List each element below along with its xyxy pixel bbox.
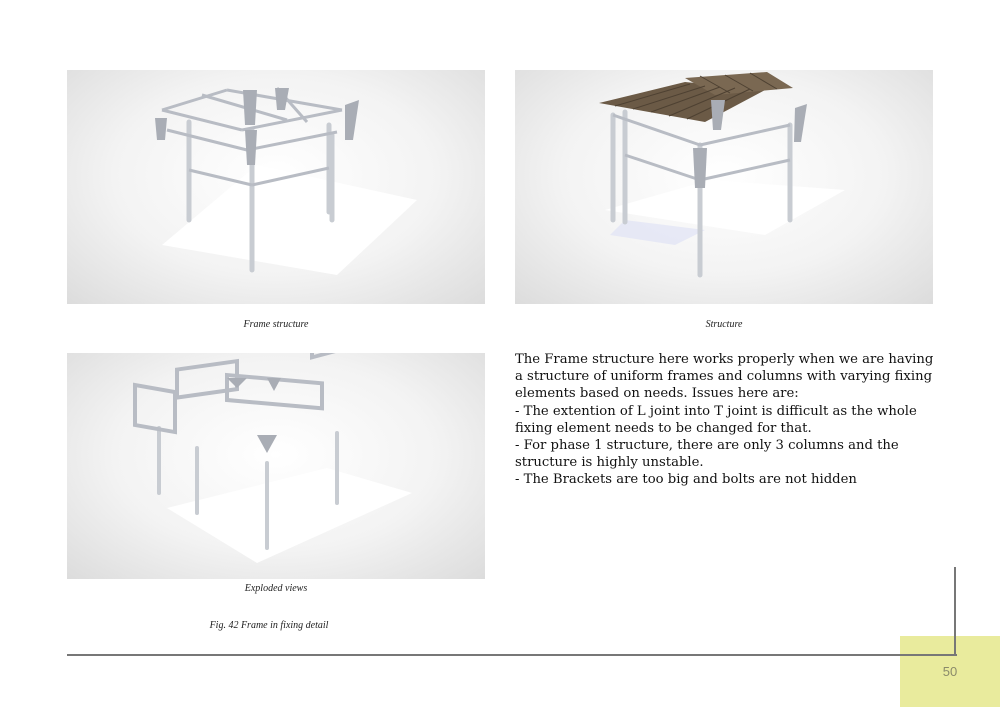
figure-caption-frame-structure: Frame structure xyxy=(243,319,309,330)
body-text xyxy=(515,351,935,489)
paragraph-issue-3: - The Brackets are too big and bolts are not hidden xyxy=(515,472,857,488)
figure-caption-exploded-views: Exploded views xyxy=(244,583,308,594)
figure-caption-structure: Structure xyxy=(705,319,743,330)
figure-group-caption: Fig. 42 Frame in fixing detail xyxy=(209,620,329,631)
page-number: 50 xyxy=(942,664,958,679)
paragraph-intro: The Frame structure here works properly when we are having a structure of uniform frames and columns with varying fixing elements based on needs. Issues here are: xyxy=(515,352,934,402)
structure-image xyxy=(515,70,933,304)
paragraph-issue-1: - The extention of L joint into T joint is difficult as the whole fixing element needs to be changed for that. xyxy=(515,403,917,436)
exploded-view-image xyxy=(67,353,485,579)
footer-rule xyxy=(67,654,957,656)
frame-structure-image xyxy=(67,70,485,304)
paragraph-issue-2: - For phase 1 structure, there are only 3 columns and the structure is highly unstable. xyxy=(515,438,899,471)
